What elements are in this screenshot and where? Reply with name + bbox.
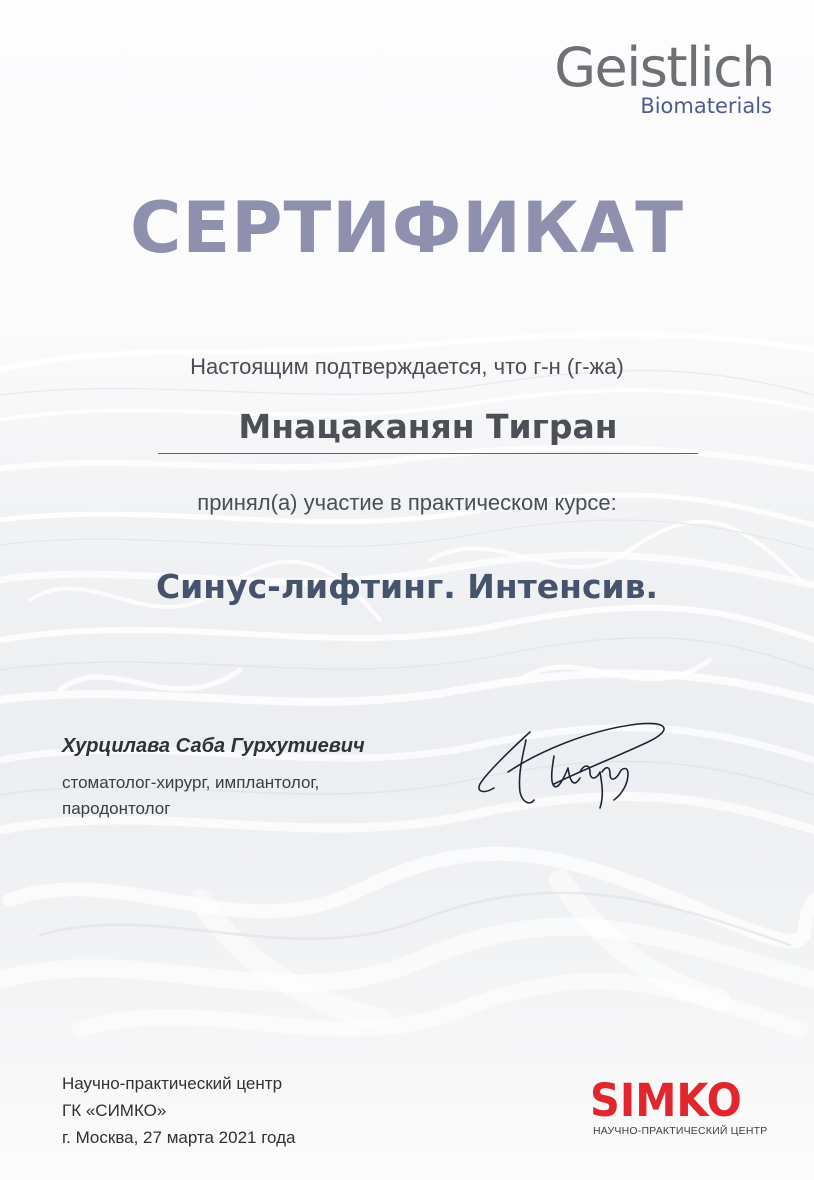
- recipient-name: Мнацаканян Тигран: [238, 407, 618, 446]
- recipient-underline: [158, 453, 698, 454]
- simko-logo: [590, 1074, 780, 1138]
- geistlich-logo: [554, 36, 774, 118]
- signature-icon: [468, 712, 678, 812]
- issuer-line-1: Научно-практический центр: [62, 1074, 283, 1093]
- lecturer-role: [62, 770, 422, 822]
- lecturer-role-line-1: стоматолог-хирург, имплантолог,: [62, 773, 320, 792]
- confirm-line: Настоящим подтверждается, что г-н (г-жа): [190, 354, 624, 379]
- course-title: Синус-лифтинг. Интенсив.: [155, 567, 659, 606]
- issuer-block: [62, 1070, 296, 1151]
- geistlich-logo-word: Geistlich: [554, 36, 774, 99]
- simko-logo-sub: НАУЧНО-ПРАКТИЧЕСКИЙ ЦЕНТР: [593, 1125, 768, 1137]
- simko-logo-word: SIMKO: [590, 1074, 742, 1127]
- issuer-line-2: ГК «СИМКО»: [62, 1101, 167, 1120]
- issuer-line-3: г. Москва, 27 марта 2021 года: [62, 1128, 296, 1147]
- lecturer-role-line-2: пародонтолог: [62, 799, 171, 818]
- geistlich-logo-sub: Biomaterials: [640, 94, 772, 118]
- certificate-title: СЕРТИФИКАТ: [130, 187, 684, 269]
- took-part-line: принял(а) участие в практическом курсе:: [197, 490, 617, 515]
- lecturer-name: Хурцилава Саба Гурхутиевич: [62, 735, 365, 757]
